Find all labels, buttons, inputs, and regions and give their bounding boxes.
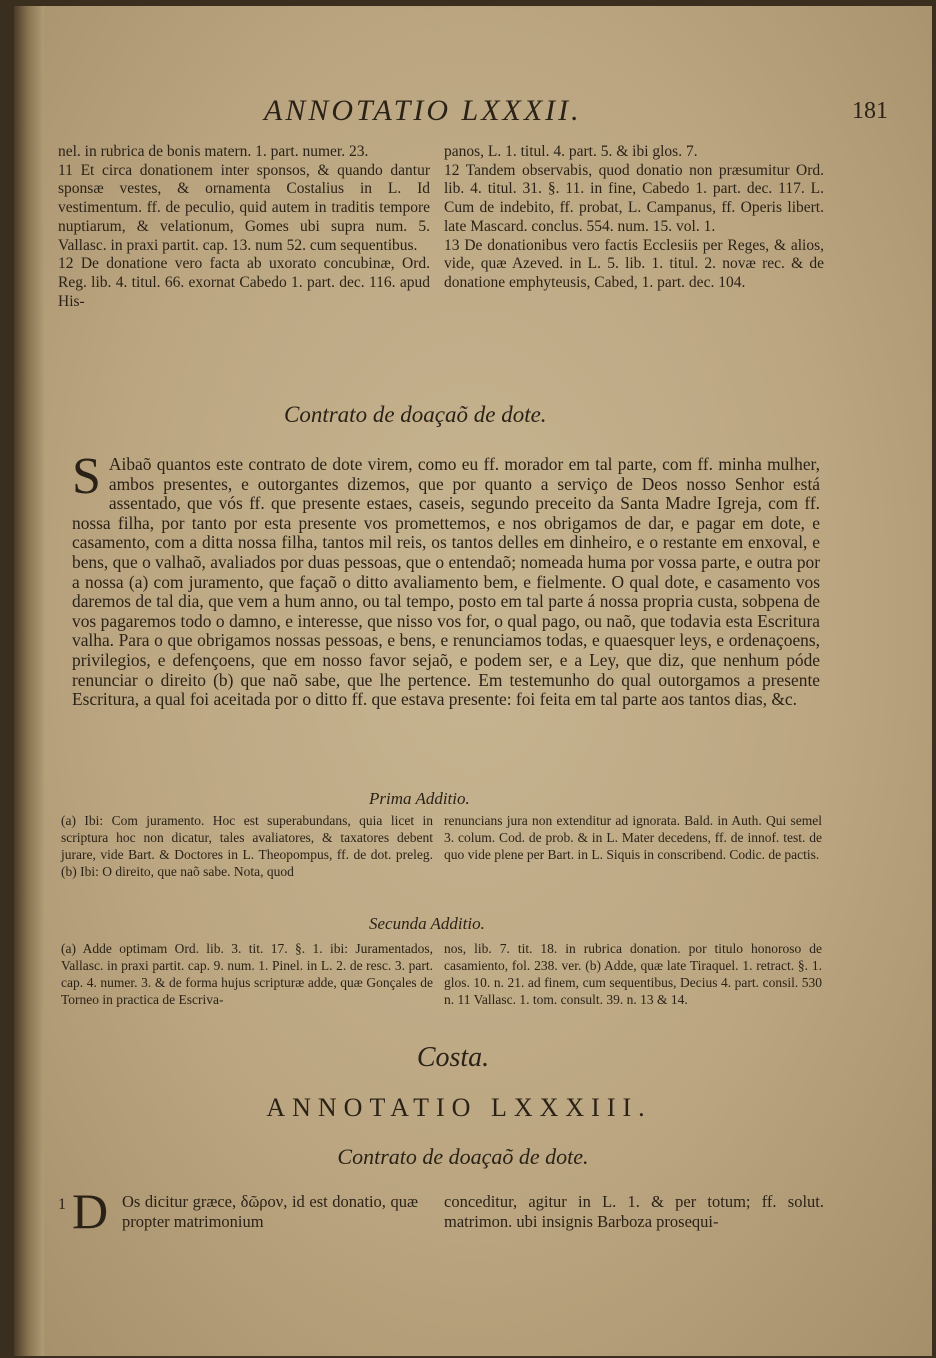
paragraph: 11 Et circa donationem inter sponsos, & quando dantur sponsæ vestes, & ornamenta Costalius in L. Id vestimentum. ff. de peculio, quid autem in traditis tempore nuptiarum, & velationum, Gomes ubi supra num. 5. Vallasc. in praxi partit. cap. 13. num 52. cum sequentibus. xyxy=(58,161,430,254)
note-text: renuncians jura non extenditur ad ignorata. Bald. in Auth. Qui semel 3. colum. Cod. de prob. & in L. Mater decedens, ff. de innof. test. de quo vide plene per Bart. in L. Siquis in conscribend. Codic. de pactis. xyxy=(444,813,822,862)
paragraph: 12 Tandem observabis, quod donatio non præsumitur Ord. lib. 4. titul. 31. §. 11. in fine, Cabedo 1. part. dec. 117. L. Cum de indebito, ff. probat, L. Campanus, ff. Operis libert. late Mascard. conclus. 554. num. 15. vol. 1. xyxy=(444,161,824,235)
secunda-additio-title: Secunda Additio. xyxy=(369,914,485,933)
section2-right xyxy=(444,1192,824,1232)
running-header: ANNOTATIO LXXXII. xyxy=(264,94,582,127)
paragraph: 13 De donationibus vero factis Ecclesiis per Reges, & alios, vide, quæ Azeved. in L. 5. lib. 1. titul. 2. novæ rec. & de donatione emphyteusis, Cabed, 1. part. dec. 104. xyxy=(444,236,824,291)
drop-cap-d: D xyxy=(72,1183,109,1239)
prima-additio-title: Prima Additio. xyxy=(369,789,470,808)
paragraph: nel. in rubrica de bonis matern. 1. part. numer. 23. xyxy=(58,143,369,160)
page-number: 181 xyxy=(852,98,888,124)
top-right-column xyxy=(444,143,824,293)
paragraph: panos, L. 1. titul. 4. part. 5. & ibi glos. 7. xyxy=(444,143,698,160)
note-text: (a) Ibi: Com juramento. Hoc est superabundans, quia licet in scriptura hoc non dicatur, tales avaliatores, & taxatores debent jurare, vide Bart. & Doctores in L. Theopompus, ff. de dot. preleg. (b) Ibi: O direito, que naõ sabe. Nota, quod xyxy=(61,813,433,879)
secunda-left-note xyxy=(61,940,433,1008)
note-text: nos, lib. 7. tit. 18. in rubrica donation. por titulo honoroso de casamiento, fol. 238. ver. (b) Adde, quæ late Tiraquel. 1. retract. §. 1. glos. 10. n. 21. ad finem, cum sequentibus, Decius 4. part. consil. 530 n. 11 Vallasc. 1. tom. consult. 39. n. 13 & 14. xyxy=(444,941,822,1007)
prima-left-note xyxy=(61,812,433,880)
section-title: Contrato de doaçaõ de dote. xyxy=(284,402,547,427)
note-text: (a) Adde optimam Ord. lib. 3. tit. 17. §. 1. ibi: Juramentados, Vallasc. in praxi partit. cap. 9. num. 1. Pinel. in L. 2. de resc. 3. part. cap. 4. numer. 3. & de forma hujus scripturæ adde, quæ Gonçales de Torneo in practica de Escriva- xyxy=(61,941,433,1007)
annotatio-heading: ANNOTATIO LXXXIII. xyxy=(266,1093,652,1122)
paragraph-number: 1 xyxy=(58,1196,66,1213)
paragraph: conceditur, agitur in L. 1. & per totum; ff. solut. matrimon. ubi insignis Barboza prosequi- xyxy=(444,1192,824,1231)
section2-left xyxy=(122,1192,418,1232)
signature-costa: Costa. xyxy=(416,1042,490,1073)
paragraph: 12 De donatione vero facta ab uxorato concubinæ, Ord. Reg. lib. 4. titul. 66. exornat Cabedo 1. part. dec. 116. apud His- xyxy=(58,255,430,310)
secunda-right-note xyxy=(444,940,822,1008)
contract-body: Aibaõ quantos este contrato de dote virem, como eu ff. morador em tal parte, com ff. minha mulher, ambos presentes, e outorgantes dizemos, que por quanto a serviço de Deos nosso Senhor está assentado, que vós ff. que presente estaes, caseis, segundo preceito da Santa Madre Igreja, com ff. nossa filha, por tanto por esta presente vos promettemos, e nos obrigamos de dar, e pagar em dote, e casamento, com a ditta nossa filha, tantos mil reis, os tantos delles em dinheiro, e o restante em enxoval, e bens, que o valhaõ, avaliados por duas pessoas, que o entendaõ; nomeada huma por vossa parte, e outra por a nossa (a) com juramento, que façaõ o ditto avaliamento bem, e fielmente. O qual dote, e casamento vos daremos de tal dia, que vem a hum anno, ou tal tempo, posto em tal parte á nossa propria custa, sobpena de vos pagaremos todo o damno, e interesse, que nisso vos for, o qual pago, ou naõ, que todavia esta Escritura valha. Para o que obrigamos nossas pessoas, e bens, e renunciamos todas, e quaesquer leys, e ordenaçoens, privilegios, e defençoens, que em nosso favor sejaõ, e podem ser, e a Ley, que diz, que nenhum póde renunciar o direito (b) que naõ sabe, que lhe pertence. Em testemunho do qual outorgamos a presente Escritura, a qual foi aceitada por o ditto ff. que estava presente: foi feita em tal parte aos tantos dias, &c. xyxy=(72,454,820,710)
book-page xyxy=(14,6,932,1356)
top-left-column xyxy=(58,143,430,311)
contract-text xyxy=(72,448,820,710)
drop-cap: S xyxy=(72,448,101,505)
section2-title: Contrato de doaçaõ de dote. xyxy=(337,1144,589,1169)
prima-right-note xyxy=(444,812,822,863)
paragraph: Os dicitur græce, δῶρον, id est donatio, quæ propter matrimonium xyxy=(122,1192,418,1231)
